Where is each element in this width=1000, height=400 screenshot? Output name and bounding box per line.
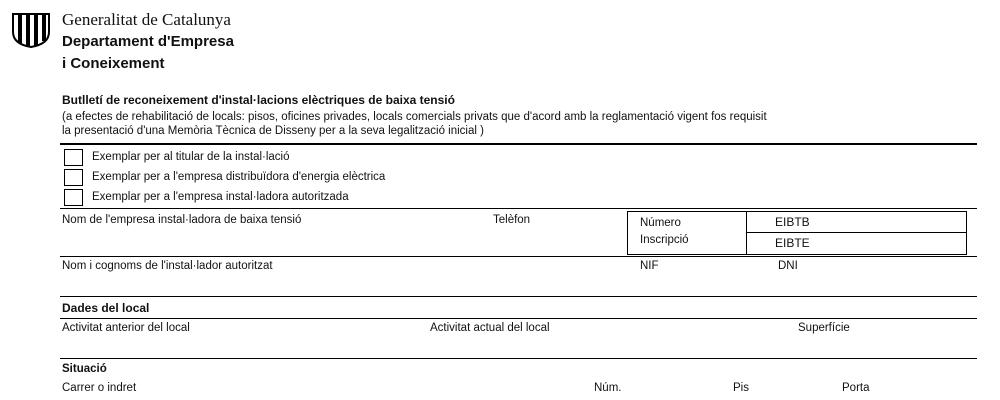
situation-section-title: Situació xyxy=(62,363,107,375)
department-name-line2: i Coneixement xyxy=(62,55,165,72)
copy-distributor-checkbox[interactable] xyxy=(64,169,83,186)
company-row-divider-right xyxy=(627,256,977,257)
current-activity-label: Activitat actual del local xyxy=(430,322,550,334)
local-title-divider xyxy=(60,318,977,319)
copy-titular-checkbox[interactable] xyxy=(64,149,83,166)
organization-name: Generalitat de Catalunya xyxy=(62,10,231,29)
street-label: Carrer o indret xyxy=(62,382,137,394)
phone-label: Telèfon xyxy=(493,214,531,226)
department-name-line1: Departament d'Empresa xyxy=(62,33,234,50)
registration-inscription-label: Inscripció xyxy=(640,234,689,246)
form-description-line2: la presentació d'una Memòria Tècnica de Disseny per a la seva legalització inicial ) xyxy=(62,125,484,137)
eibte-field[interactable]: EIBTE xyxy=(775,236,810,250)
installer-section-divider xyxy=(60,296,977,297)
header-divider xyxy=(60,143,977,145)
copy-installer-label: Exemplar per a l'empresa instal·ladora autoritzada xyxy=(92,191,349,203)
copy-distributor-label: Exemplar per a l'empresa distribuïdora d'energia elèctrica xyxy=(92,171,386,183)
copies-divider xyxy=(60,208,977,209)
registration-number-label: Número xyxy=(640,217,681,229)
nif-label: NIF xyxy=(640,260,659,272)
installer-name-label: Nom i cognoms de l'instal·lador autoritzat xyxy=(62,260,273,272)
copy-titular-label: Exemplar per al titular de la instal·lació xyxy=(92,151,290,163)
local-section-divider xyxy=(60,358,977,359)
installer-company-label: Nom de l'empresa instal·ladora de baixa tensió xyxy=(62,214,302,226)
generalitat-logo-icon xyxy=(9,12,53,48)
dni-label: DNI xyxy=(778,260,798,272)
previous-activity-label: Activitat anterior del local xyxy=(62,322,190,334)
company-row-divider xyxy=(60,256,627,257)
eibtb-field[interactable]: EIBTB xyxy=(775,215,810,229)
copy-installer-checkbox[interactable] xyxy=(64,189,83,206)
form-description-line1: (a efectes de rehabilitació de locals: pisos, oficines privades, locals comercials privats que d'acord amb la reglamentació vigent fos requisit xyxy=(62,111,767,123)
form-title: Butlletí de reconeixement d'instal·lacions elèctriques de baixa tensió xyxy=(62,93,455,107)
floor-label: Pis xyxy=(733,382,749,394)
surface-label: Superfície xyxy=(798,322,850,334)
local-section-title: Dades del local xyxy=(62,301,150,315)
door-label: Porta xyxy=(842,382,870,394)
street-number-label: Núm. xyxy=(594,382,622,394)
